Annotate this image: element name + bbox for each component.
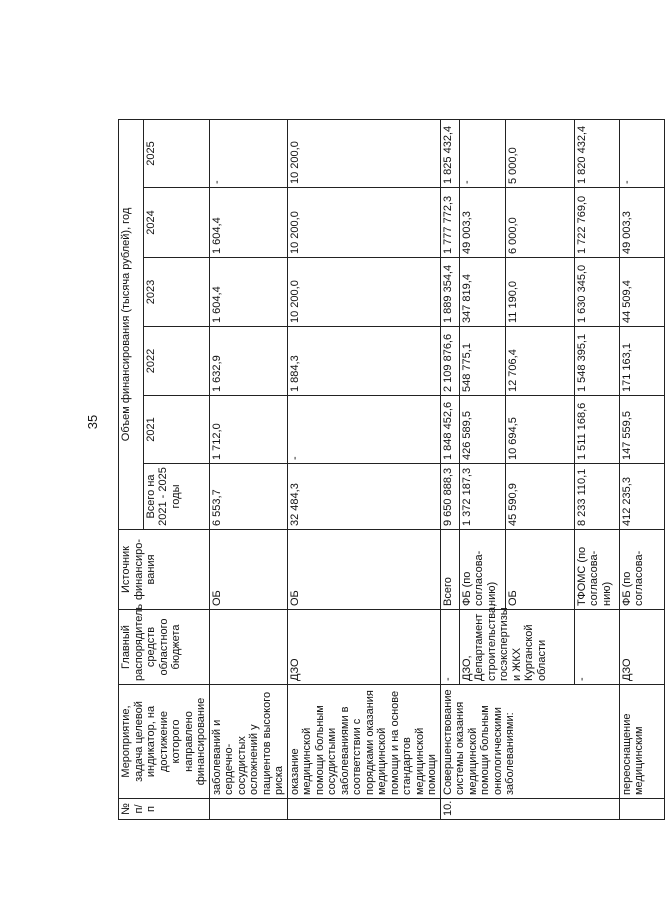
value-2023: 10 200,0 <box>287 258 440 327</box>
header-year-2021: 2021 <box>143 396 209 464</box>
header-total: Всего на 2021 - 2025 годы <box>143 464 209 530</box>
value-2022: 1 548 395,1 <box>574 327 619 396</box>
row-distributor <box>209 610 287 685</box>
value-2025: - <box>459 119 505 187</box>
header-year-2024: 2024 <box>143 188 209 258</box>
value-2025: 5 000,0 <box>505 119 574 187</box>
row-measure: оказание медицинской помощи больным сосудистыми заболеваниями в соответствии с порядками оказания медицинской помощи и на основе стандартов медицинской помощи <box>287 685 440 799</box>
value-2021: - <box>287 396 440 464</box>
value-2022: 171 163,1 <box>619 327 664 396</box>
row-num: 10. <box>440 799 619 820</box>
value-2025: 10 200,0 <box>287 119 440 187</box>
value-2024: 1 777 772,3 <box>440 188 459 258</box>
table-row <box>209 119 287 819</box>
value-2021: 1 712,0 <box>209 396 287 464</box>
header-volume: Объем финансирования (тысяча рублей), год <box>119 119 144 529</box>
value-2023: 1 630 345,0 <box>574 258 619 327</box>
header-year-2025: 2025 <box>143 119 209 187</box>
value-2022: 548 775,1 <box>459 327 505 396</box>
row-distributor: - <box>574 610 619 685</box>
value-2025: - <box>619 119 664 187</box>
value-total: 32 484,3 <box>287 464 440 530</box>
value-2024: 49 003,3 <box>459 188 505 258</box>
row-source: ФБ (по согласова-нию) <box>459 530 505 610</box>
value-2023: 44 509,4 <box>619 258 664 327</box>
rotated-page-content <box>118 120 645 820</box>
row-measure: Совершенствование системы оказания медицинской помощи больным онкологическими заболеваниями: <box>440 685 619 799</box>
value-2023: 1 889 354,4 <box>440 258 459 327</box>
value-total: 412 235,3 <box>619 464 664 530</box>
value-2022: 1 632,9 <box>209 327 287 396</box>
row-source: ОБ <box>505 530 574 610</box>
financing-table <box>118 119 665 820</box>
row-source: ОБ <box>209 530 287 610</box>
row-num <box>287 799 440 820</box>
value-2021: 426 589,5 <box>459 396 505 464</box>
row-num <box>209 799 287 820</box>
value-2021: 147 559,5 <box>619 396 664 464</box>
value-2024: 1 722 769,0 <box>574 188 619 258</box>
row-distributor: ДЗО <box>287 610 440 685</box>
row-source: ФБ (по согласова- <box>619 530 664 610</box>
value-2021: 1 511 168,6 <box>574 396 619 464</box>
row-measure: заболеваний и сердечно-сосудистых осложнений у пациентов высокого риска <box>209 685 287 799</box>
header-source: Источник финансиро-вания <box>119 530 210 610</box>
row-source: ОБ <box>287 530 440 610</box>
header-num: № п/п <box>119 799 210 820</box>
value-2023: 347 819,4 <box>459 258 505 327</box>
page-number: 35 <box>85 414 100 430</box>
value-2024: 6 000,0 <box>505 188 574 258</box>
table-row <box>619 119 664 819</box>
row-source: ТФОМС (по согласова-нию) <box>574 530 619 610</box>
value-2021: 10 694,5 <box>505 396 574 464</box>
row-source: Всего <box>440 530 459 610</box>
row-distributor: - <box>440 610 459 685</box>
value-2023: 1 604,4 <box>209 258 287 327</box>
value-total: 1 372 187,3 <box>459 464 505 530</box>
value-2022: 12 706,4 <box>505 327 574 396</box>
value-2025: 1 820 432,4 <box>574 119 619 187</box>
header-year-2022: 2022 <box>143 327 209 396</box>
value-total: 9 650 888,3 <box>440 464 459 530</box>
row-distributor: ДЗО, Департамент строительства, госэкспертизы и ЖКХ Курганской области <box>459 610 574 685</box>
header-distributor: Главный распорядитель средств областного бюджета <box>119 610 210 685</box>
header-year-2023: 2023 <box>143 258 209 327</box>
value-2023: 11 190,0 <box>505 258 574 327</box>
value-2021: 1 848 452,6 <box>440 396 459 464</box>
value-total: 6 553,7 <box>209 464 287 530</box>
value-2025: 1 825 432,4 <box>440 119 459 187</box>
value-total: 8 233 110,1 <box>574 464 619 530</box>
row-measure: переоснащение медицинским <box>619 685 664 799</box>
header-measure: Мероприятие, задача целевой индикатор, на достижение которого направлено финансирование <box>119 685 210 799</box>
value-2024: 49 003,3 <box>619 188 664 258</box>
row-distributor: ДЗО <box>619 610 664 685</box>
row-num <box>619 799 664 820</box>
table-row <box>440 119 459 819</box>
value-total: 45 590,9 <box>505 464 574 530</box>
value-2022: 1 884,3 <box>287 327 440 396</box>
value-2022: 2 109 876,6 <box>440 327 459 396</box>
value-2024: 10 200,0 <box>287 188 440 258</box>
table-row <box>287 119 440 819</box>
value-2025: - <box>209 119 287 187</box>
value-2024: 1 604,4 <box>209 188 287 258</box>
